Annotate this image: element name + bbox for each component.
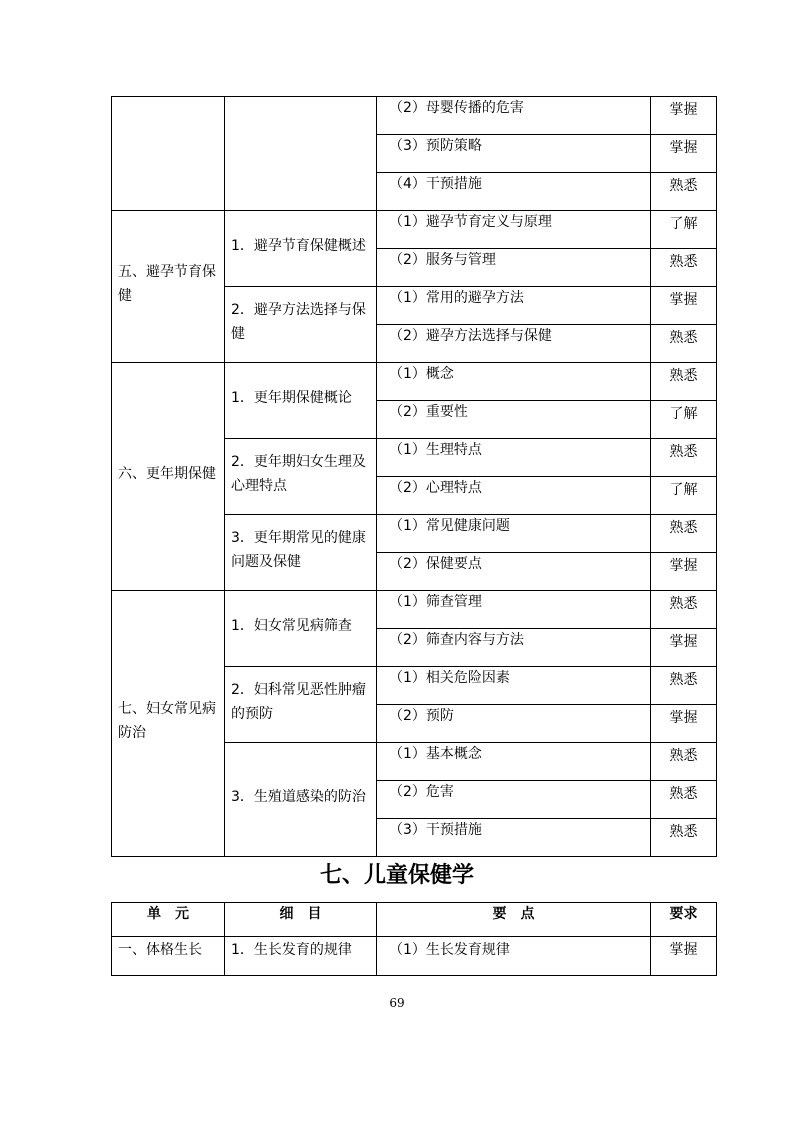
- unit-cell: 七、妇女常见病防治: [112, 591, 225, 857]
- point-cell: （3）干预措施: [377, 819, 651, 857]
- point-cell: （2）危害: [377, 781, 651, 819]
- point-cell: （1）避孕节育定义与原理: [377, 211, 651, 249]
- point-cell: （2）重要性: [377, 401, 651, 439]
- point-cell: （2）心理特点: [377, 477, 651, 515]
- point-cell: （1）筛查管理: [377, 591, 651, 629]
- requirement-cell: 了解: [651, 211, 717, 249]
- requirement-cell: 熟悉: [651, 515, 717, 553]
- requirement-cell: 掌握: [651, 553, 717, 591]
- point-cell: （2）服务与管理: [377, 249, 651, 287]
- syllabus-table: [111, 96, 717, 857]
- point-cell: （1）生长发育规律: [377, 937, 651, 976]
- requirement-cell: 熟悉: [651, 173, 717, 211]
- point-cell: （2）预防: [377, 705, 651, 743]
- detail-cell: [225, 97, 377, 211]
- unit-cell: 六、更年期保健: [112, 363, 225, 591]
- unit-cell: [112, 97, 225, 211]
- page-number: 69: [389, 996, 405, 1010]
- point-cell: （1）生理特点: [377, 439, 651, 477]
- requirement-cell: 熟悉: [651, 781, 717, 819]
- table-row: [112, 363, 717, 401]
- point-cell: （4）干预措施: [377, 173, 651, 211]
- table-row: [112, 97, 717, 135]
- unit-cell: 五、避孕节育保健: [112, 211, 225, 363]
- detail-cell: 1．妇女常见病筛查: [225, 591, 377, 667]
- point-cell: （1）相关危险因素: [377, 667, 651, 705]
- point-cell: （3）预防策略: [377, 135, 651, 173]
- detail-cell: 3．更年期常见的健康问题及保健: [225, 515, 377, 591]
- requirement-cell: 熟悉: [651, 819, 717, 857]
- point-cell: （1）概念: [377, 363, 651, 401]
- unit-cell: 一、体格生长: [112, 937, 225, 976]
- header-detail: 细 目: [225, 903, 377, 937]
- requirement-cell: 掌握: [651, 97, 717, 135]
- requirement-cell: 掌握: [651, 287, 717, 325]
- point-cell: （1）基本概念: [377, 743, 651, 781]
- requirement-cell: 熟悉: [651, 249, 717, 287]
- requirement-cell: 熟悉: [651, 591, 717, 629]
- point-cell: （2）母婴传播的危害: [377, 97, 651, 135]
- header-requirement: 要求: [651, 903, 717, 937]
- table-header-row: [112, 903, 717, 937]
- point-cell: （2）保健要点: [377, 553, 651, 591]
- header-unit: 单 元: [112, 903, 225, 937]
- detail-cell: 1．更年期保健概论: [225, 363, 377, 439]
- detail-cell: 2．妇科常见恶性肿瘤的预防: [225, 667, 377, 743]
- detail-cell: 2．避孕方法选择与保健: [225, 287, 377, 363]
- requirement-cell: 了解: [651, 401, 717, 439]
- detail-cell: 3．生殖道感染的防治: [225, 743, 377, 857]
- table-row: [112, 591, 717, 629]
- requirement-cell: 熟悉: [651, 363, 717, 401]
- point-cell: （2）避孕方法选择与保健: [377, 325, 651, 363]
- requirement-cell: 熟悉: [651, 439, 717, 477]
- child-health-table: [111, 902, 717, 976]
- requirement-cell: 掌握: [651, 705, 717, 743]
- detail-cell: 2．更年期妇女生理及心理特点: [225, 439, 377, 515]
- table-row: [112, 937, 717, 976]
- section-title: 七、儿童保健学: [319, 862, 474, 888]
- requirement-cell: 熟悉: [651, 743, 717, 781]
- requirement-cell: 熟悉: [651, 667, 717, 705]
- detail-cell: 1．避孕节育保健概述: [225, 211, 377, 287]
- requirement-cell: 掌握: [651, 629, 717, 667]
- table-row: [112, 211, 717, 249]
- point-cell: （2）筛查内容与方法: [377, 629, 651, 667]
- header-point: 要 点: [377, 903, 651, 937]
- requirement-cell: 熟悉: [651, 325, 717, 363]
- point-cell: （1）常用的避孕方法: [377, 287, 651, 325]
- requirement-cell: 掌握: [651, 135, 717, 173]
- requirement-cell: 掌握: [651, 937, 717, 976]
- detail-cell: 1．生长发育的规律: [225, 937, 377, 976]
- requirement-cell: 了解: [651, 477, 717, 515]
- point-cell: （1）常见健康问题: [377, 515, 651, 553]
